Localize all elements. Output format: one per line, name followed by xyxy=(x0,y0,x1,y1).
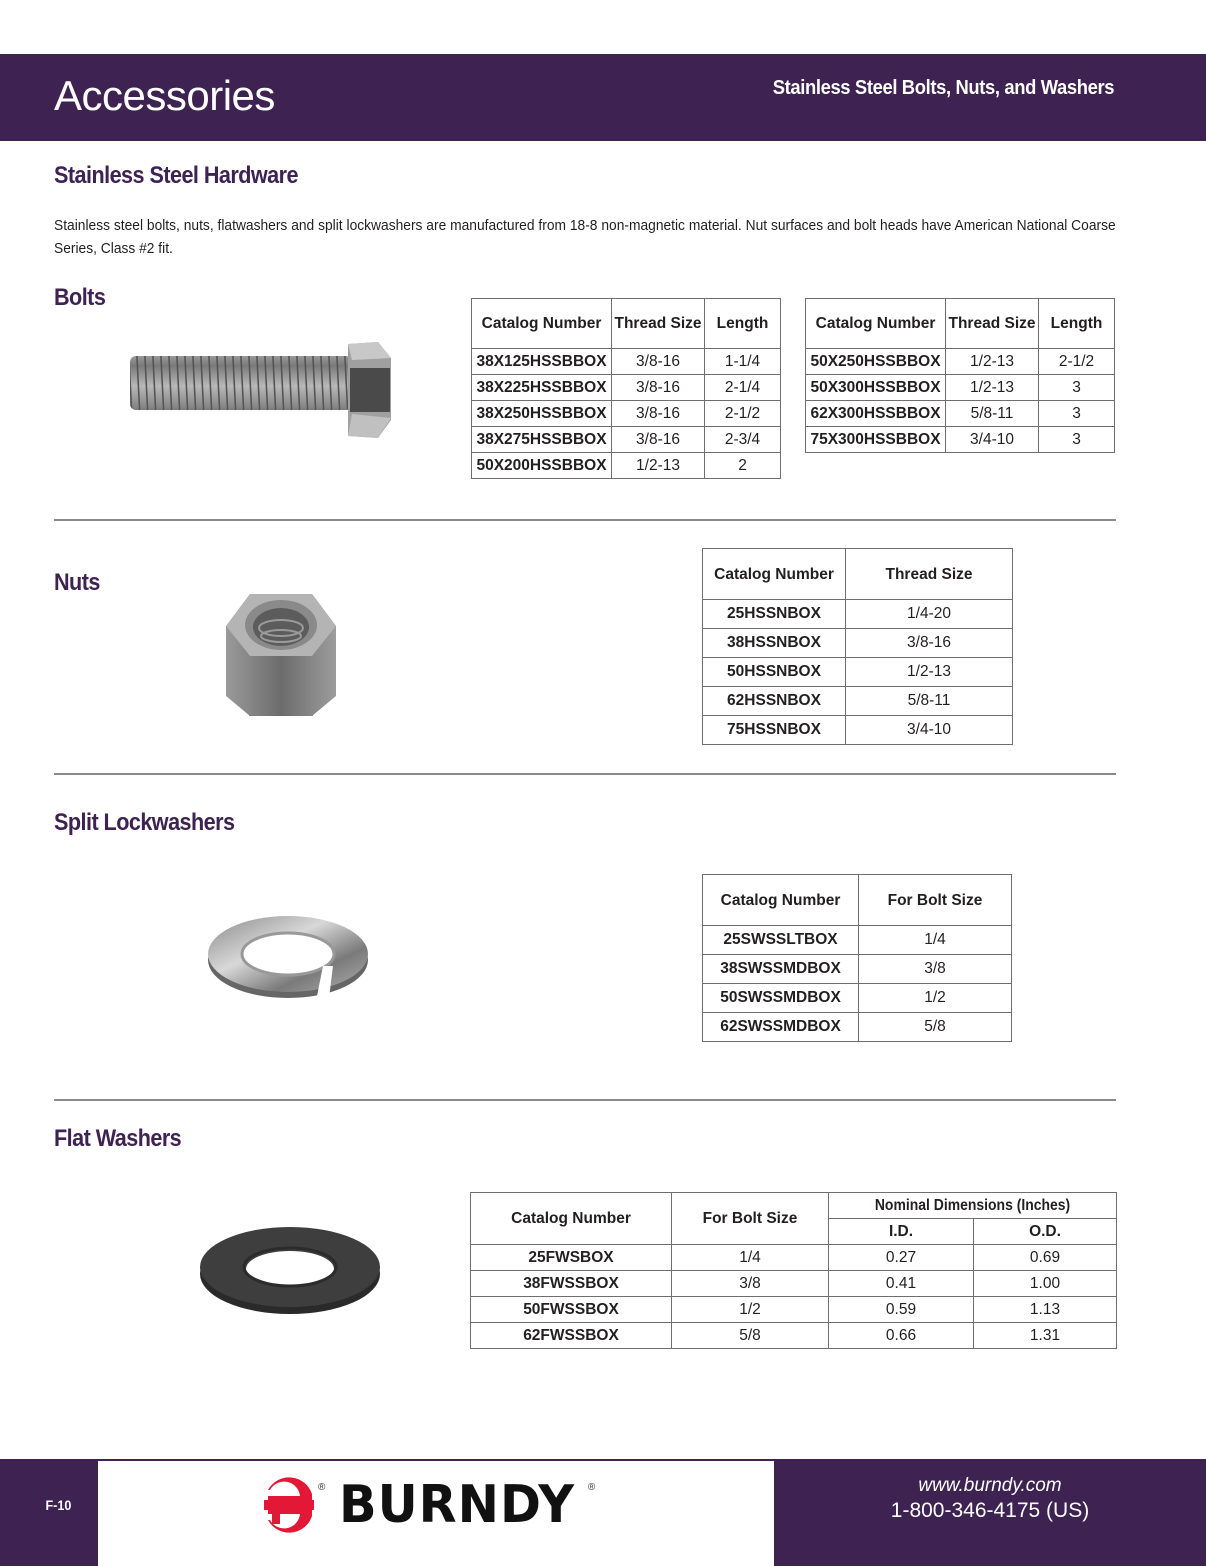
bolts-heading: Bolts xyxy=(54,284,106,311)
catalog-number: 50X300HSSBBOX xyxy=(806,375,946,401)
catalog-number: 62HSSNBOX xyxy=(703,687,846,716)
catalog-number: 25SWSSLTBOX xyxy=(703,926,859,955)
thread-size: 5/8-11 xyxy=(946,401,1039,427)
footer-divider xyxy=(98,1459,774,1461)
inner-diameter: 0.66 xyxy=(829,1323,974,1349)
col-header: Catalog Number xyxy=(472,299,612,349)
registered-mark: ® xyxy=(587,1481,596,1493)
table-row xyxy=(806,401,1115,427)
catalog-number: 50FWSSBOX xyxy=(471,1297,672,1323)
outer-diameter: 1.31 xyxy=(974,1323,1117,1349)
outer-diameter: 0.69 xyxy=(974,1245,1117,1271)
catalog-number: 38HSSNBOX xyxy=(703,629,846,658)
col-header: I.D. xyxy=(829,1219,974,1245)
group-header-label: Nominal Dimensions (Inches) xyxy=(874,1197,1071,1214)
flat-washer-image xyxy=(198,1222,382,1318)
length: 2-1/2 xyxy=(1039,349,1115,375)
length: 3 xyxy=(1039,375,1115,401)
col-header: Thread Size xyxy=(946,299,1039,349)
bolt-size: 1/4 xyxy=(672,1245,829,1271)
nuts-heading: Nuts xyxy=(54,569,100,596)
length: 1-1/4 xyxy=(705,349,781,375)
catalog-number: 50SWSSMDBOX xyxy=(703,984,859,1013)
table-row xyxy=(806,375,1115,401)
col-header: For Bolt Size xyxy=(859,875,1012,926)
catalog-number: 38FWSSBOX xyxy=(471,1271,672,1297)
brand-name: BURNDY xyxy=(339,1475,576,1535)
length: 2-3/4 xyxy=(705,427,781,453)
col-header: Length xyxy=(705,299,781,349)
table-row xyxy=(703,600,1013,629)
table-row xyxy=(471,1297,1117,1323)
section-divider xyxy=(54,773,1116,775)
table-row xyxy=(806,427,1115,453)
catalog-number: 50X250HSSBBOX xyxy=(806,349,946,375)
catalog-number: 62FWSSBOX xyxy=(471,1323,672,1349)
table-row xyxy=(806,349,1115,375)
split-lockwashers-table xyxy=(702,874,1012,1042)
thread-size: 3/8-16 xyxy=(612,401,705,427)
bolts-table-right xyxy=(805,298,1115,453)
col-header: O.D. xyxy=(974,1219,1117,1245)
page-subtitle: Stainless Steel Bolts, Nuts, and Washers xyxy=(772,77,1114,99)
catalog-number: 50HSSNBOX xyxy=(703,658,846,687)
col-header: Catalog Number xyxy=(806,299,946,349)
bolt-size: 1/2 xyxy=(859,984,1012,1013)
burndy-logo-icon xyxy=(262,1476,318,1534)
flat-washers-heading: Flat Washers xyxy=(54,1125,182,1152)
intro-heading: Stainless Steel Hardware xyxy=(54,162,298,189)
thread-size: 3/8-16 xyxy=(612,427,705,453)
table-row xyxy=(472,401,781,427)
col-header: Thread Size xyxy=(846,549,1013,600)
bolt-size: 3/8 xyxy=(859,955,1012,984)
bolts-table-left xyxy=(471,298,781,479)
flat-washers-table xyxy=(470,1192,1117,1349)
table-row xyxy=(471,1271,1117,1297)
table-row xyxy=(703,926,1012,955)
catalog-number: 38X275HSSBBOX xyxy=(472,427,612,453)
catalog-number: 75HSSNBOX xyxy=(703,716,846,745)
table-row xyxy=(472,349,781,375)
catalog-number: 62X300HSSBBOX xyxy=(806,401,946,427)
catalog-number: 25HSSNBOX xyxy=(703,600,846,629)
table-row xyxy=(471,1323,1117,1349)
table-row xyxy=(472,427,781,453)
inner-diameter: 0.41 xyxy=(829,1271,974,1297)
thread-size: 1/4-20 xyxy=(846,600,1013,629)
col-header: Catalog Number xyxy=(703,875,859,926)
table-row xyxy=(703,955,1012,984)
catalog-number: 38SWSSMDBOX xyxy=(703,955,859,984)
thread-size: 3/4-10 xyxy=(946,427,1039,453)
thread-size: 3/8-16 xyxy=(846,629,1013,658)
table-row xyxy=(703,716,1013,745)
registered-mark: ® xyxy=(318,1481,326,1493)
group-header xyxy=(829,1193,1117,1219)
col-header: For Bolt Size xyxy=(672,1193,829,1245)
thread-size: 1/2-13 xyxy=(846,658,1013,687)
thread-size: 3/4-10 xyxy=(846,716,1013,745)
catalog-number: 38X250HSSBBOX xyxy=(472,401,612,427)
website-link[interactable]: www.burndy.com xyxy=(918,1475,1062,1496)
col-header: Catalog Number xyxy=(471,1193,672,1245)
table-row xyxy=(703,1013,1012,1042)
page-number: F-10 xyxy=(45,1497,72,1513)
intro-text: Stainless steel bolts, nuts, flatwashers and split lockwashers are manufactured from 18-8 non-magnetic material. Nut surfaces and bolt heads have American National Coarse Series, Class #2 fit. xyxy=(54,217,1116,257)
inner-diameter: 0.27 xyxy=(829,1245,974,1271)
split-lockwasher-image xyxy=(205,910,371,1002)
catalog-number: 62SWSSMDBOX xyxy=(703,1013,859,1042)
outer-diameter: 1.13 xyxy=(974,1297,1117,1323)
length: 2-1/4 xyxy=(705,375,781,401)
catalog-number: 38X225HSSBBOX xyxy=(472,375,612,401)
table-row xyxy=(703,687,1013,716)
table-row xyxy=(471,1245,1117,1271)
catalog-number: 75X300HSSBBOX xyxy=(806,427,946,453)
catalog-number: 38X125HSSBBOX xyxy=(472,349,612,375)
bolt-size: 1/4 xyxy=(859,926,1012,955)
table-row xyxy=(472,375,781,401)
table-row xyxy=(703,984,1012,1013)
burndy-logo xyxy=(262,1475,595,1535)
col-header: Length xyxy=(1039,299,1115,349)
col-header: Catalog Number xyxy=(703,549,846,600)
length: 2-1/2 xyxy=(705,401,781,427)
phone-number: 1-800-346-4175 (US) xyxy=(890,1499,1090,1522)
table-row xyxy=(703,629,1013,658)
bolt-size: 5/8 xyxy=(672,1323,829,1349)
section-divider xyxy=(54,519,1116,521)
length: 3 xyxy=(1039,401,1115,427)
outer-diameter: 1.00 xyxy=(974,1271,1117,1297)
thread-size: 1/2-13 xyxy=(946,375,1039,401)
hex-bolt-image xyxy=(126,338,406,443)
table-row xyxy=(703,658,1013,687)
thread-size: 5/8-11 xyxy=(846,687,1013,716)
nuts-table xyxy=(702,548,1013,745)
bolt-size: 5/8 xyxy=(859,1013,1012,1042)
length: 2 xyxy=(705,453,781,479)
thread-size: 3/8-16 xyxy=(612,349,705,375)
hex-nut-image xyxy=(220,588,340,718)
thread-size: 1/2-13 xyxy=(612,453,705,479)
catalog-number: 25FWSBOX xyxy=(471,1245,672,1271)
length: 3 xyxy=(1039,427,1115,453)
bolt-size: 1/2 xyxy=(672,1297,829,1323)
catalog-number: 50X200HSSBBOX xyxy=(472,453,612,479)
col-header: Thread Size xyxy=(612,299,705,349)
inner-diameter: 0.59 xyxy=(829,1297,974,1323)
thread-size: 3/8-16 xyxy=(612,375,705,401)
thread-size: 1/2-13 xyxy=(946,349,1039,375)
table-row xyxy=(472,453,781,479)
split-lockwashers-heading: Split Lockwashers xyxy=(54,809,235,836)
bolt-size: 3/8 xyxy=(672,1271,829,1297)
section-divider xyxy=(54,1099,1116,1101)
page-title: Accessories xyxy=(54,72,275,119)
